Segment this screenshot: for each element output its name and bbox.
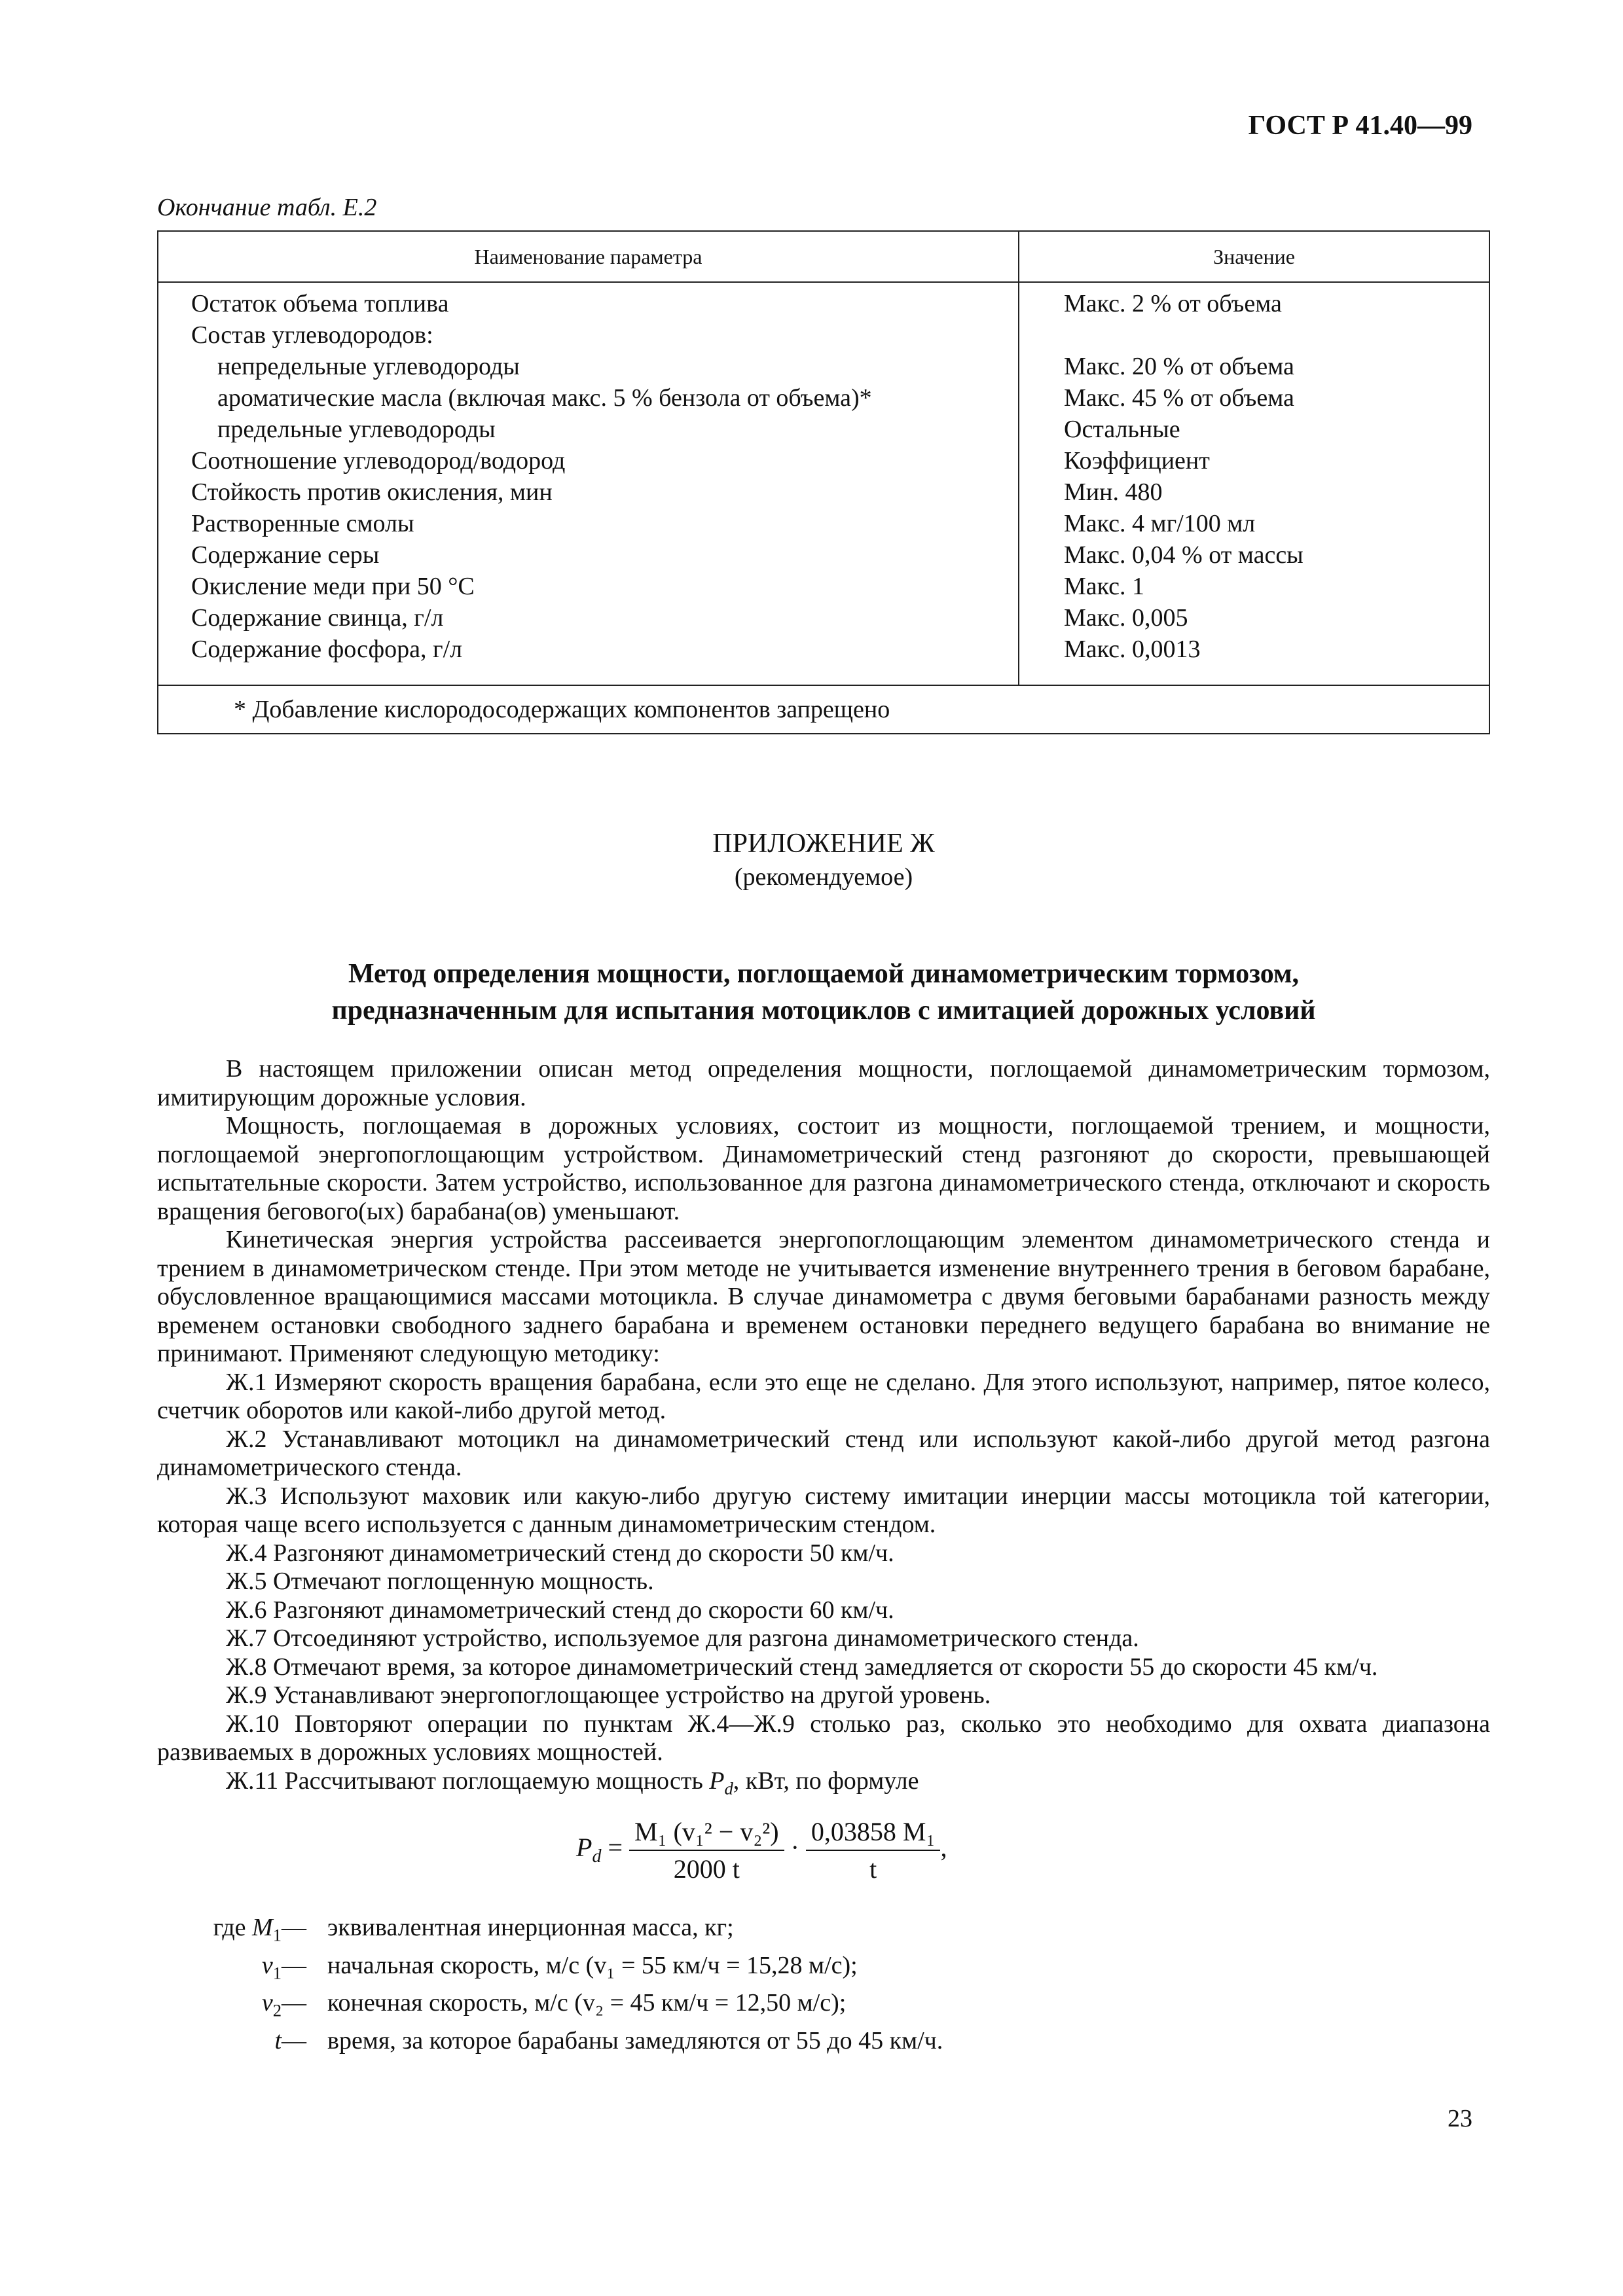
formula-intro-text: Ж.11 Рассчитывают поглощаемую мощность [226, 1767, 710, 1795]
column-header-value: Значение [1019, 231, 1489, 282]
parameter-value: Остальные [1064, 416, 1180, 443]
parameter-value: Макс. 0,005 [1064, 604, 1188, 632]
formula-comma: , [940, 1833, 947, 1863]
formula-numerator-2: 0,03858 M₁ [806, 1816, 941, 1851]
parameter-value: Коэффициент [1064, 447, 1210, 475]
variable-subscript: 1 [272, 1925, 282, 1945]
variable-letter: v [261, 1951, 273, 1979]
table-footnote-row [158, 685, 1489, 734]
variable-definition [157, 2026, 943, 2064]
definition-dash: — [282, 1914, 306, 1941]
table-continuation-caption: Окончание табл. Е.2 [157, 194, 377, 221]
parameter-value: Макс. 0,0013 [1064, 636, 1201, 663]
body-paragraph: В настоящем приложении описан метод определения мощности, поглощаемой динамометрическим тормозом, имитирующим дорожные условия. [157, 1055, 1490, 1111]
formula-intro-subscript: d [724, 1778, 733, 1799]
appendix-sublabel: (рекомендуемое) [734, 863, 913, 891]
formula-fraction-2 [806, 1816, 941, 1884]
formula-denominator-2: t [869, 1854, 877, 1884]
parameter-name: Стойкость против окисления, мин [191, 478, 553, 506]
parameter-name: Состав углеводородов: [191, 321, 433, 349]
variable-subscript: 1 [272, 1963, 282, 1983]
parameter-names-cell [158, 282, 1019, 685]
appendix-label: ПРИЛОЖЕНИЕ Ж [712, 829, 935, 859]
variable-symbol [157, 1950, 282, 1988]
formula-numerator-1: M₁ (v₁² − v₂²) [629, 1816, 784, 1851]
page-number: 23 [1448, 2105, 1472, 2132]
parameter-name: Растворенные смолы [191, 510, 414, 537]
parameter-name: Содержание серы [191, 541, 380, 569]
body-paragraph: Мощность, поглощаемая в дорожных условиях, состоит из мощности, поглощаемой трением, и мощности, поглощаемой энергопоглощающим устройством. Динамометрический стенд разгоняют до скорости, превышающей испытательные скорости. Затем устройство, использованное для разгона динамометрического стенда, отключают и скорость вращения бегового(ых) барабана(ов) уменьшают. [157, 1112, 1490, 1225]
formula-intro-suffix: , кВт, по формуле [733, 1767, 919, 1795]
body-paragraph: Ж.7 Отсоединяют устройство, используемое для разгона динамометрического стенда. [226, 1624, 1139, 1652]
variable-letter: t [274, 2026, 282, 2054]
variable-symbol [157, 1912, 282, 1950]
parameter-name: Содержание фосфора, г/л [191, 636, 463, 663]
variable-symbol [157, 2026, 282, 2064]
variable-definition [157, 1950, 943, 1988]
appendix-title-line-2: предназначенным для испытания мотоциклов с имитацией дорожных условий [331, 996, 1316, 1026]
variable-subscript: 2 [272, 2000, 282, 2020]
body-paragraph: Ж.10 Повторяют операции по пунктам Ж.4—Ж.9 столько раз, сколько это необходимо для охвата диапазона развиваемых в дорожных условиях мощностей. [157, 1710, 1490, 1766]
parameter-value [1019, 319, 1489, 351]
appendix-title-line-1: Метод определения мощности, поглощаемой динамометрическим тормозом, [348, 959, 1300, 989]
parameter-value: Мин. 480 [1064, 478, 1163, 506]
formula-equals: = [608, 1833, 629, 1863]
parameter-name: Содержание свинца, г/л [191, 604, 444, 632]
parameter-value: Макс. 0,04 % от массы [1064, 541, 1304, 569]
parameter-name: Остаток объема топлива [191, 290, 449, 317]
definition-dash: — [282, 2026, 306, 2054]
body-paragraph: Ж.9 Устанавливают энергопоглощающее устройство на другой уровень. [226, 1681, 991, 1709]
variable-description: эквивалентная инерционная масса, кг; [327, 1914, 734, 1941]
parameter-value: Макс. 4 мг/100 мл [1064, 510, 1256, 537]
body-paragraph: Ж.6 Разгоняют динамометрический стенд до скорости 60 км/ч. [226, 1596, 894, 1624]
definition-dash: — [282, 1989, 306, 2017]
table-header-row [158, 231, 1489, 282]
parameter-name: предельные углеводороды [217, 416, 496, 443]
table-body-row [158, 282, 1489, 685]
power-formula [576, 1816, 947, 1884]
formula-intro [157, 1767, 1490, 1803]
parameter-value: Макс. 45 % от объема [1064, 384, 1294, 412]
variable-symbol [157, 1988, 282, 2026]
parameter-values-cell [1019, 282, 1489, 685]
parameters-table [157, 230, 1490, 734]
formula-lhs: P [576, 1833, 593, 1863]
table-footnote: * Добавление кислородосодержащих компонентов запрещено [158, 685, 1489, 734]
body-paragraph: Ж.8 Отмечают время, за которое динамометрический стенд замедляется от скорости 55 до скорости 45 км/ч. [226, 1653, 1378, 1681]
formula-intro-symbol: P [709, 1767, 725, 1795]
variable-definitions [157, 1912, 943, 2063]
parameter-name: непредельные углеводороды [217, 353, 520, 380]
variable-letter: M [252, 1914, 273, 1941]
where-prefix: где [213, 1914, 246, 1941]
variable-definition [157, 1988, 943, 2026]
body-paragraph: Кинетическая энергия устройства рассеивается энергопоглощающим элементом динамометрического стенда и трением в динамометрическом стенде. При этом методе не учитывается изменение внутреннего трения в беговом барабане, обусловленное вращающимися массами мотоцикла. В случае динамометра с двумя беговыми барабанами разность между временем остановки свободного заднего барабана и временем остановки переднего ведущего барабана во внимание не принимают. Применяют следующую методику: [157, 1226, 1490, 1367]
appendix-body-text [157, 1055, 1490, 1803]
body-paragraph: Ж.5 Отмечают поглощенную мощность. [226, 1568, 654, 1595]
formula-multiply: · [790, 1833, 806, 1863]
body-paragraph: Ж.1 Измеряют скорость вращения барабана, если это еще не сделано. Для этого используют, например, пятое колесо, счетчик оборотов или какой-либо другой метод. [157, 1368, 1490, 1424]
formula-lhs-subscript: d [592, 1846, 602, 1867]
parameter-name: Соотношение углеводород/водород [191, 447, 566, 475]
variable-letter: v [261, 1989, 273, 2017]
document-id: ГОСТ Р 41.40—99 [1248, 111, 1472, 141]
parameter-name: Окисление меди при 50 °С [191, 573, 475, 600]
variable-description: время, за которое барабаны замедляются от 55 до 45 км/ч. [327, 2026, 943, 2054]
variable-definition [157, 1912, 943, 1950]
variable-description: начальная скорость, м/с (v₁ = 55 км/ч = 15,28 м/с); [327, 1951, 858, 1979]
parameter-value: Макс. 1 [1064, 573, 1145, 600]
parameter-value: Макс. 2 % от объема [1064, 290, 1282, 317]
formula-denominator-1: 2000 t [673, 1854, 740, 1884]
variable-description: конечная скорость, м/с (v₂ = 45 км/ч = 12,50 м/с); [327, 1989, 847, 2017]
parameter-name: ароматические масла (включая макс. 5 % бензола от объема)* [217, 384, 872, 412]
appendix-title [157, 956, 1490, 1029]
column-header-parameter: Наименование параметра [158, 231, 1019, 282]
definition-dash: — [282, 1951, 306, 1979]
formula-fraction-1 [629, 1816, 784, 1884]
body-paragraph: Ж.2 Устанавливают мотоцикл на динамометрический стенд или используют какой-либо другой метод разгона динамометрического стенда. [157, 1425, 1490, 1481]
body-paragraph: Ж.3 Используют маховик или какую-либо другую систему имитации инерции массы мотоцикла той категории, которая чаще всего используется с данным динамометрическим стендом. [157, 1482, 1490, 1538]
body-paragraph: Ж.4 Разгоняют динамометрический стенд до скорости 50 км/ч. [226, 1539, 894, 1567]
parameter-value: Макс. 20 % от объема [1064, 353, 1294, 380]
